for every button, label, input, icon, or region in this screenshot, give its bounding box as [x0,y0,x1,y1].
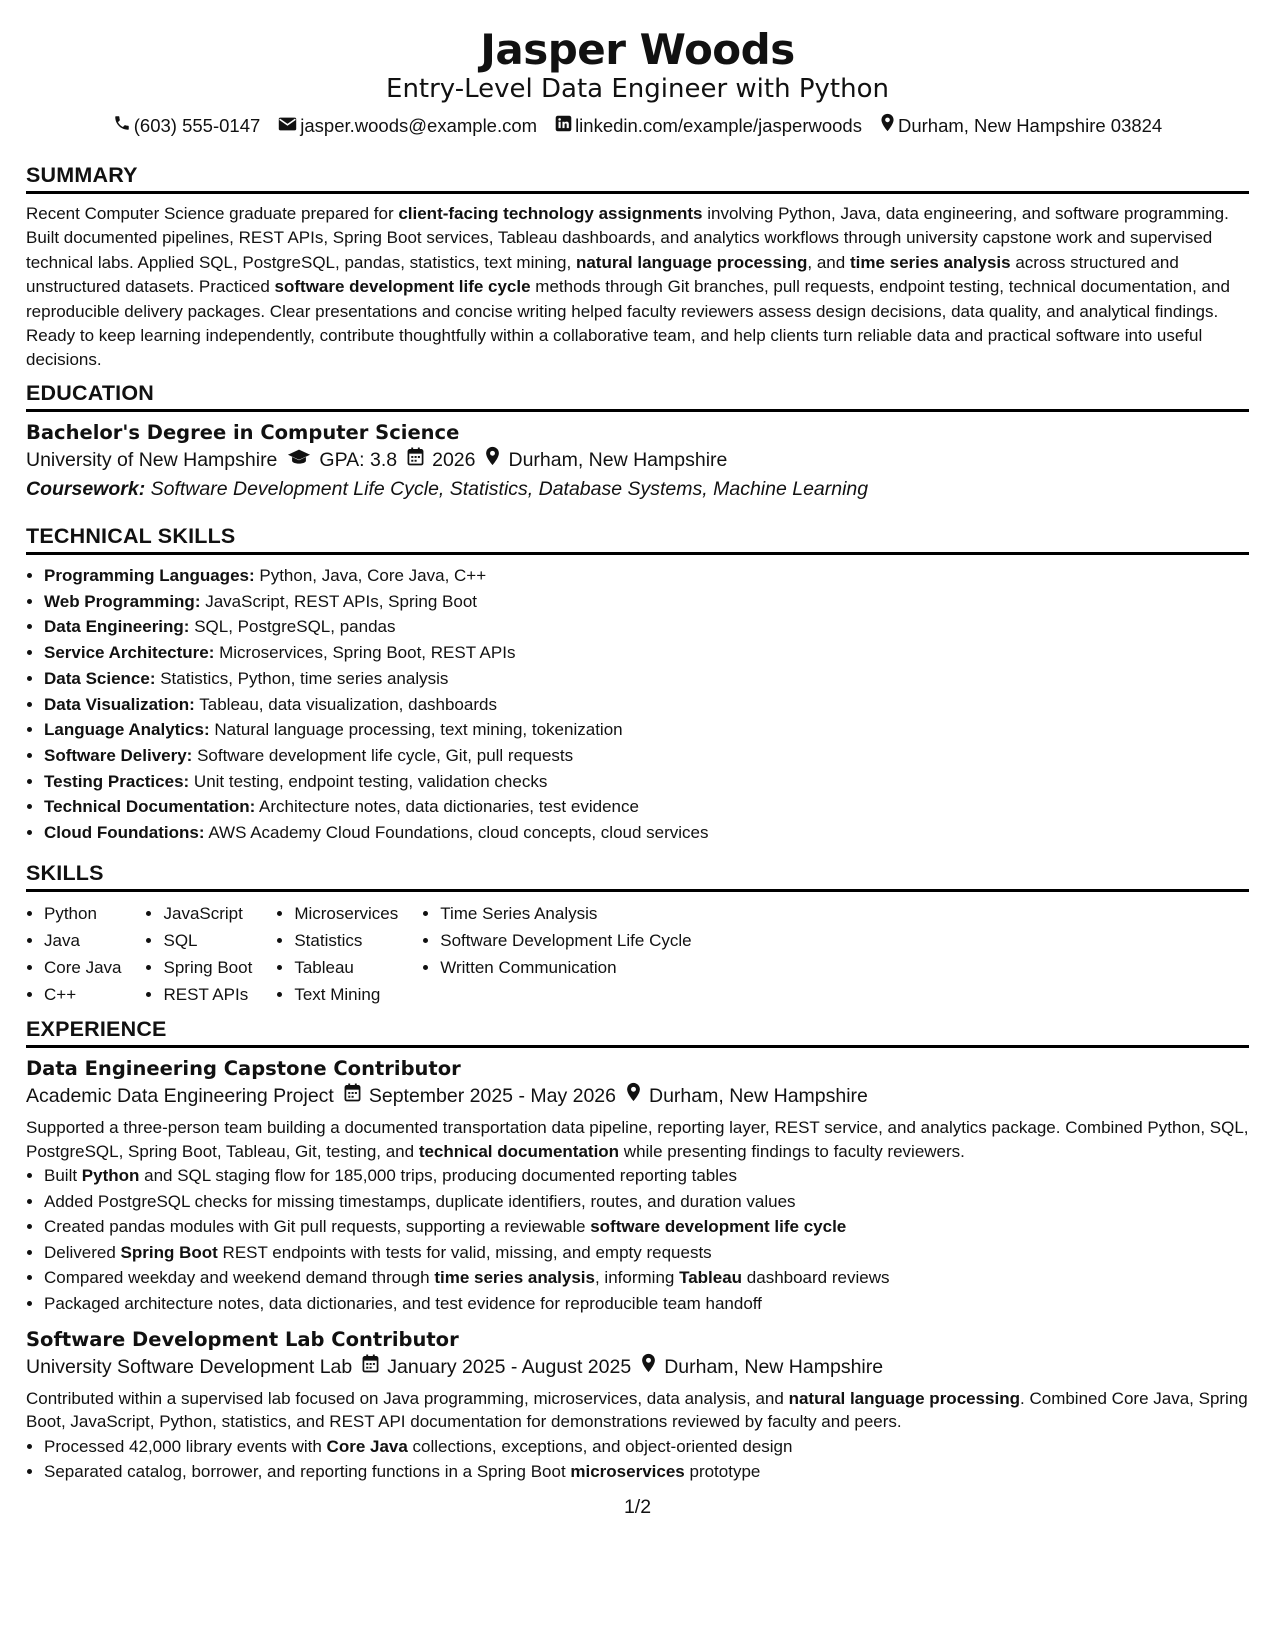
skill-values: JavaScript, REST APIs, Spring Boot [200,591,478,611]
job-description-text: while presenting findings to faculty reviewers. [619,1141,965,1161]
job-description [26,1387,1249,1434]
job-bullet-bold-term: microservices [570,1462,685,1482]
job-dates: January 2025 - August 2025 [387,1355,632,1378]
job-meta [26,1082,1249,1111]
job-meta [26,1353,1249,1382]
summary-text: Recent Computer Science graduate prepared for [26,204,399,223]
education-heading: EDUCATION [26,380,1249,412]
skill-item: • Time Series Analysis [440,900,691,927]
skill-values: Architecture notes, data dictionaries, test evidence [255,797,639,817]
skill-values: AWS Academy Cloud Foundations, cloud concepts, cloud services [204,823,709,843]
job-description-bold-term: natural language processing [788,1388,1021,1408]
skill-item: • Tableau [294,954,398,981]
technical-skill-item [44,614,1249,640]
job-dates-group [362,1353,631,1382]
skill-item: • Python [44,900,121,927]
skill-item: • Statistics [294,927,398,954]
skill-category: Data Engineering: [44,617,190,637]
phone-text: (603) 555-0147 [133,114,261,136]
skill-values: SQL, PostgreSQL, pandas [189,617,396,637]
job-bullet-text: Delivered [44,1242,121,1262]
coursework-line [26,475,1249,504]
job-description [26,1116,1249,1163]
linkedin-text: linkedin.com/example/jasperwoods [575,114,862,136]
map-pin-icon [485,446,500,475]
job-bullet-text: prototype [684,1462,761,1482]
linkedin-icon [555,114,572,138]
job-role: Data Engineering Capstone Contributor [26,1057,461,1080]
summary-bold-term: software development life cycle [274,277,531,297]
job-bullet-bold-term: Spring Boot [120,1242,218,1262]
job-bullet [44,1265,1249,1291]
summary-text: involving Python, Java, data engineering, and software programming. Built documented pipelines, REST APIs, Spring Boot services, Tableau dashboards, and analytics workflows through university capstone work and supervised technical labs. Applied SQL, PostgreSQL, pandas, statistics, text mining, [26,204,1229,272]
job-bullet-bold-term: Core Java [326,1436,408,1456]
technical-skill-item [44,640,1249,666]
skills-column [145,900,252,1008]
skill-category: Technical Documentation: [44,797,256,817]
job-bullet-bold-term: Tableau [679,1268,743,1288]
skill-category: Testing Practices: [44,771,190,791]
job-bullet-text: Packaged architecture notes, data dictionaries, and test evidence for reproducible team handoff [44,1293,762,1313]
job-bullet-text: dashboard reviews [742,1268,890,1288]
contact-linkedin[interactable] [555,113,862,138]
summary-text [26,202,1249,373]
job-description-text: . Combined Core Java, Spring Boot, JavaScript, Python, statistics, and REST API documentation for demonstrations reviewed by faculty and peers. [26,1388,1248,1432]
email-text: jasper.woods@example.com [300,114,538,136]
skill-category: Web Programming: [44,591,201,611]
experience-jobs [26,1056,1249,1485]
skills-column [276,900,398,1008]
skill-values: Tableau, data visualization, dashboards [194,694,497,714]
skill-item: • Spring Boot [163,954,252,981]
skill-item: • Core Java [44,954,121,981]
map-pin-icon [641,1353,656,1382]
technical-skills-section [26,523,1249,846]
technical-skill-item [44,563,1249,589]
skill-item: • JavaScript [163,900,252,927]
contact-line [26,113,1249,138]
job-description-bold-term: technical documentation [418,1141,620,1161]
technical-skill-item [44,692,1249,718]
job-description-text: Contributed within a supervised lab focused on Java programming, microservices, data analysis, and [26,1388,789,1408]
education-meta [26,446,1249,475]
job-entry [26,1327,1249,1485]
skill-category: Data Science: [44,668,156,688]
job-bullet-text: Processed 42,000 library events with [44,1436,327,1456]
coursework-list: Software Development Life Cycle, Statistics, Database Systems, Machine Learning [150,478,869,500]
job-location-group [626,1082,868,1111]
job-bullet-text: and SQL staging flow for 185,000 trips, producing documented reporting tables [139,1166,737,1185]
job-bullet-text: , informing [594,1268,680,1288]
degree-title: Bachelor's Degree in Computer Science [26,421,460,444]
skill-item: • Written Communication [440,954,691,981]
year-group [407,446,475,475]
resume-page [26,0,1249,1650]
skills-section [26,860,1249,1008]
skill-item: • REST APIs [163,981,252,1008]
technical-skill-item [44,820,1249,846]
job-location-group [641,1353,883,1382]
summary-text: , and [807,252,850,272]
technical-skill-item [44,794,1249,820]
job-dates: September 2025 - May 2026 [368,1085,616,1107]
school-name: University of New Hampshire [26,449,278,471]
skill-item: • SQL [163,927,252,954]
summary-text: methods through Git branches, pull requests, endpoint testing, technical documentation, and reproducible delivery packages. Clear presentations and concise writing helped faculty reviewers assess design decisions, data quality, and analytical findings. Ready to keep learning independently, contribute thoughtfully within a collaborative team, and help clients turn reliable data and practical software into useful decisions. [26,277,1230,370]
skill-category: Cloud Foundations: [44,823,205,843]
education-location: Durham, New Hampshire [508,449,728,471]
job-bullet-bold-term: Python [81,1166,140,1185]
gpa-group [287,446,397,475]
skills-column [422,900,691,1008]
summary-bold-term: time series analysis [849,252,1011,272]
technical-skill-item [44,717,1249,743]
phone-icon [113,114,131,138]
skill-values: Microservices, Spring Boot, REST APIs [214,643,516,663]
graduation-cap-icon [287,446,311,475]
technical-skill-item [44,589,1249,615]
job-bullet-text: Created pandas modules with Git pull requests, supporting a reviewable [44,1217,591,1237]
job-organization: University Software Development Lab [26,1355,353,1378]
candidate-name: Jasper Woods [480,25,795,74]
technical-skill-item [44,666,1249,692]
skill-values: Software development life cycle, Git, pull requests [192,745,574,765]
job-bullets [26,1434,1249,1485]
technical-skills-heading: TECHNICAL SKILLS [26,523,1249,555]
job-bullet [44,1240,1249,1266]
job-bullet-text: Separated catalog, borrower, and reporting functions in a Spring Boot [44,1462,571,1482]
technical-skill-item [44,743,1249,769]
skill-category: Data Visualization: [44,694,195,714]
page-number: 1/2 [623,1496,652,1518]
candidate-headline: Entry-Level Data Engineer with Python [386,74,889,104]
skills-column [26,900,121,1008]
job-bullet-bold-term: software development life cycle [590,1217,847,1237]
skills-grid [26,900,1249,1008]
job-description-text: Supported a three-person team building a documented transportation data pipeline, reporting layer, REST service, and analytics package. Combined Python, SQL, PostgreSQL, Spring Boot, Tableau, Git, testing, and [26,1118,1249,1161]
education-location-group [485,446,727,475]
contact-phone[interactable] [113,113,261,138]
map-pin-icon [626,1082,641,1111]
experience-heading: EXPERIENCE [26,1016,1249,1048]
job-bullet [44,1459,1249,1485]
job-bullet-text: Built [44,1166,82,1185]
job-bullet [44,1163,1249,1189]
skill-item: • Text Mining [294,981,398,1008]
skill-item: • Software Development Life Cycle [440,927,691,954]
map-pin-icon [880,113,895,138]
job-organization: Academic Data Engineering Project [26,1085,334,1107]
experience-section [26,1016,1249,1485]
job-bullet-text: collections, exceptions, and object-oriented design [407,1436,793,1456]
skill-item: • Microservices [294,900,398,927]
skill-category: Language Analytics: [44,720,210,740]
skill-values: Python, Java, Core Java, C++ [254,566,487,585]
job-bullet-bold-term: time series analysis [434,1268,595,1288]
calendar-icon [407,446,424,475]
skill-values: Unit testing, endpoint testing, validation checks [189,771,548,791]
summary-section [26,162,1249,373]
job-bullet-text: Added PostgreSQL checks for missing timestamps, duplicate identifiers, routes, and duration values [44,1191,796,1211]
gpa-text: GPA: 3.8 [319,449,398,471]
technical-skill-item [44,769,1249,795]
job-dates-group [344,1082,616,1111]
skill-values: Statistics, Python, time series analysis [155,668,449,688]
coursework-label: Coursework: [26,478,146,500]
job-bullets [26,1163,1249,1317]
skill-category: Service Architecture: [44,643,215,663]
resume-header [26,24,1249,138]
skills-heading: SKILLS [26,860,1249,892]
summary-bold-term: client-facing technology assignments [398,204,703,223]
technical-skills-list [26,563,1249,846]
summary-heading: SUMMARY [26,162,1249,194]
skill-values: Natural language processing, text mining, tokenization [209,720,623,740]
job-bullet [44,1189,1249,1215]
education-section [26,380,1249,504]
job-bullet [44,1434,1249,1460]
location-text: Durham, New Hampshire 03824 [897,114,1163,136]
skill-category: Software Delivery: [44,745,193,765]
job-role: Software Development Lab Contributor [26,1327,459,1351]
job-entry [26,1056,1249,1317]
envelope-icon [278,114,297,138]
calendar-icon [344,1082,361,1111]
job-location: Durham, New Hampshire [664,1355,884,1378]
contact-email[interactable] [278,113,537,138]
skill-category: Programming Languages: [44,566,255,585]
job-location: Durham, New Hampshire [649,1085,868,1107]
job-bullet-text: Compared weekday and weekend demand through [44,1268,435,1288]
summary-text: across structured and unstructured datasets. Practiced [26,252,1179,297]
calendar-icon [362,1353,379,1382]
grad-year: 2026 [432,449,476,471]
job-bullet-text: REST endpoints with tests for valid, missing, and empty requests [217,1242,712,1262]
job-bullet [44,1214,1249,1240]
summary-bold-term: natural language processing [575,252,808,272]
skill-item: • C++ [44,981,121,1008]
skill-item: • Java [44,927,121,954]
contact-location [880,113,1162,138]
job-bullet [44,1291,1249,1317]
